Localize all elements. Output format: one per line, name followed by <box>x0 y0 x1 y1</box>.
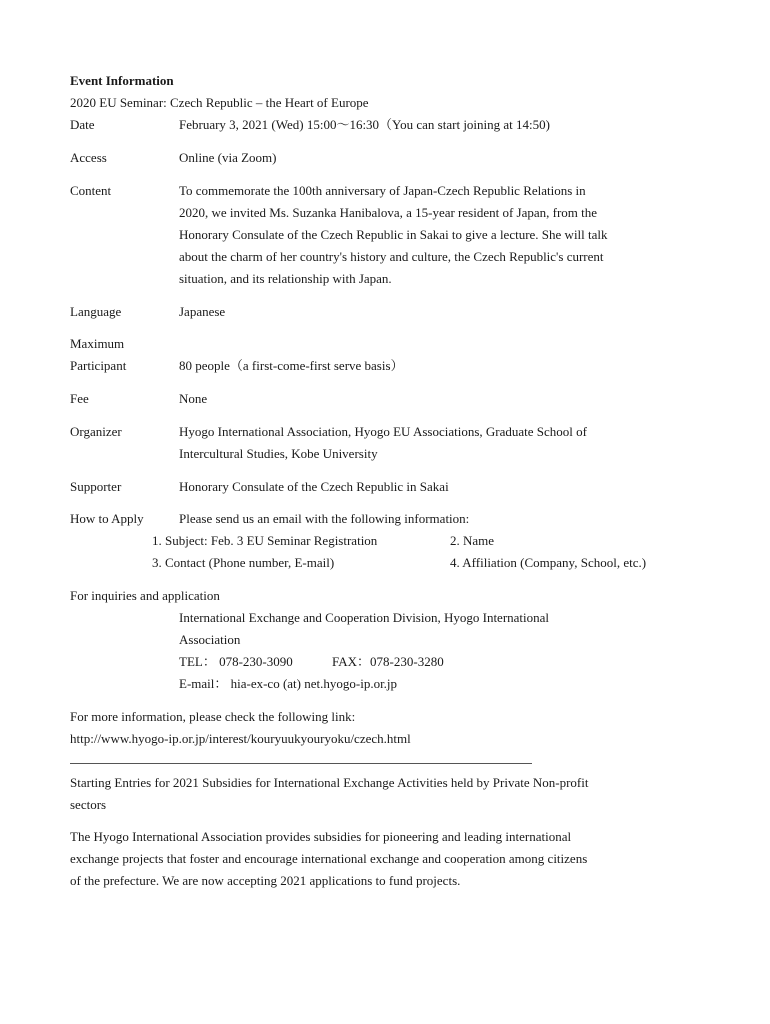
date-value: February 3, 2021 (Wed) 15:00～16:30（You can start joining at 14:50) <box>179 117 550 132</box>
content-line: situation, and its relationship with Japan. <box>179 271 392 286</box>
subsidies-body-line: exchange projects that foster and encourage international exchange and cooperation among citizens <box>70 851 588 866</box>
participant-label-line1: Maximum <box>70 336 125 351</box>
access-value: Online (via Zoom) <box>179 150 277 165</box>
fee-label: Fee <box>70 391 89 406</box>
tel: TEL： 078-230-3090 <box>179 654 293 669</box>
how-to-apply-label: How to Apply <box>70 511 144 526</box>
content-line: To commemorate the 100th anniversary of Japan-Czech Republic Relations in <box>179 183 586 198</box>
email: E-mail： hia-ex-co (at) net.hyogo-ip.or.jp <box>179 676 398 691</box>
subsidies-title-line: sectors <box>70 797 107 812</box>
access-label: Access <box>70 150 107 165</box>
date-label: Date <box>70 117 95 132</box>
content-line: Honorary Consulate of the Czech Republic in Sakai to give a lecture. She will talk <box>179 227 608 242</box>
language-label: Language <box>70 304 122 319</box>
content-label: Content <box>70 183 112 198</box>
language-value: Japanese <box>179 304 226 319</box>
apply-item: 4. Affiliation (Company, School, etc.) <box>450 555 647 570</box>
organizer-line: Hyogo International Association, Hyogo EU Associations, Graduate School of <box>179 424 587 439</box>
participant-label-line2: Participant <box>70 358 127 373</box>
subsidies-body-line: The Hyogo International Association provides subsidies for pioneering and leading international <box>70 829 572 844</box>
subsidies-body-line: of the prefecture. We are now accepting 2021 applications to fund projects. <box>70 873 461 888</box>
apply-item: 3. Contact (Phone number, E-mail) <box>152 555 335 570</box>
subsidies-title-line: Starting Entries for 2021 Subsidies for International Exchange Activities held by Private Non-profit <box>70 775 589 790</box>
divider <box>70 763 532 764</box>
supporter-label: Supporter <box>70 479 122 494</box>
event-heading: Event Information <box>70 73 174 88</box>
inquiries-label: For inquiries and application <box>70 588 220 603</box>
how-to-apply-value: Please send us an email with the following information: <box>179 511 470 526</box>
apply-item: 1. Subject: Feb. 3 EU Seminar Registration <box>152 533 378 548</box>
organizer-label: Organizer <box>70 424 122 439</box>
more-info-label: For more information, please check the following link: <box>70 709 356 724</box>
organizer-line: Intercultural Studies, Kobe University <box>179 446 378 461</box>
participant-value: 80 people（a first-come-first serve basis） <box>179 358 404 373</box>
more-info-link[interactable]: http://www.hyogo-ip.or.jp/interest/kouryuukyouryoku/czech.html <box>70 731 411 746</box>
apply-item: 2. Name <box>450 533 495 548</box>
inquiries-line: International Exchange and Cooperation Division, Hyogo International <box>179 610 550 625</box>
fee-value: None <box>179 391 208 406</box>
supporter-value: Honorary Consulate of the Czech Republic in Sakai <box>179 479 449 494</box>
inquiries-line: Association <box>179 632 241 647</box>
seminar-title: 2020 EU Seminar: Czech Republic – the Heart of Europe <box>70 95 369 110</box>
fax: FAX：078-230-3280 <box>332 654 444 669</box>
content-line: about the charm of her country's history and culture, the Czech Republic's current <box>179 249 604 264</box>
content-line: 2020, we invited Ms. Suzanka Hanibalova, a 15-year resident of Japan, from the <box>179 205 598 220</box>
